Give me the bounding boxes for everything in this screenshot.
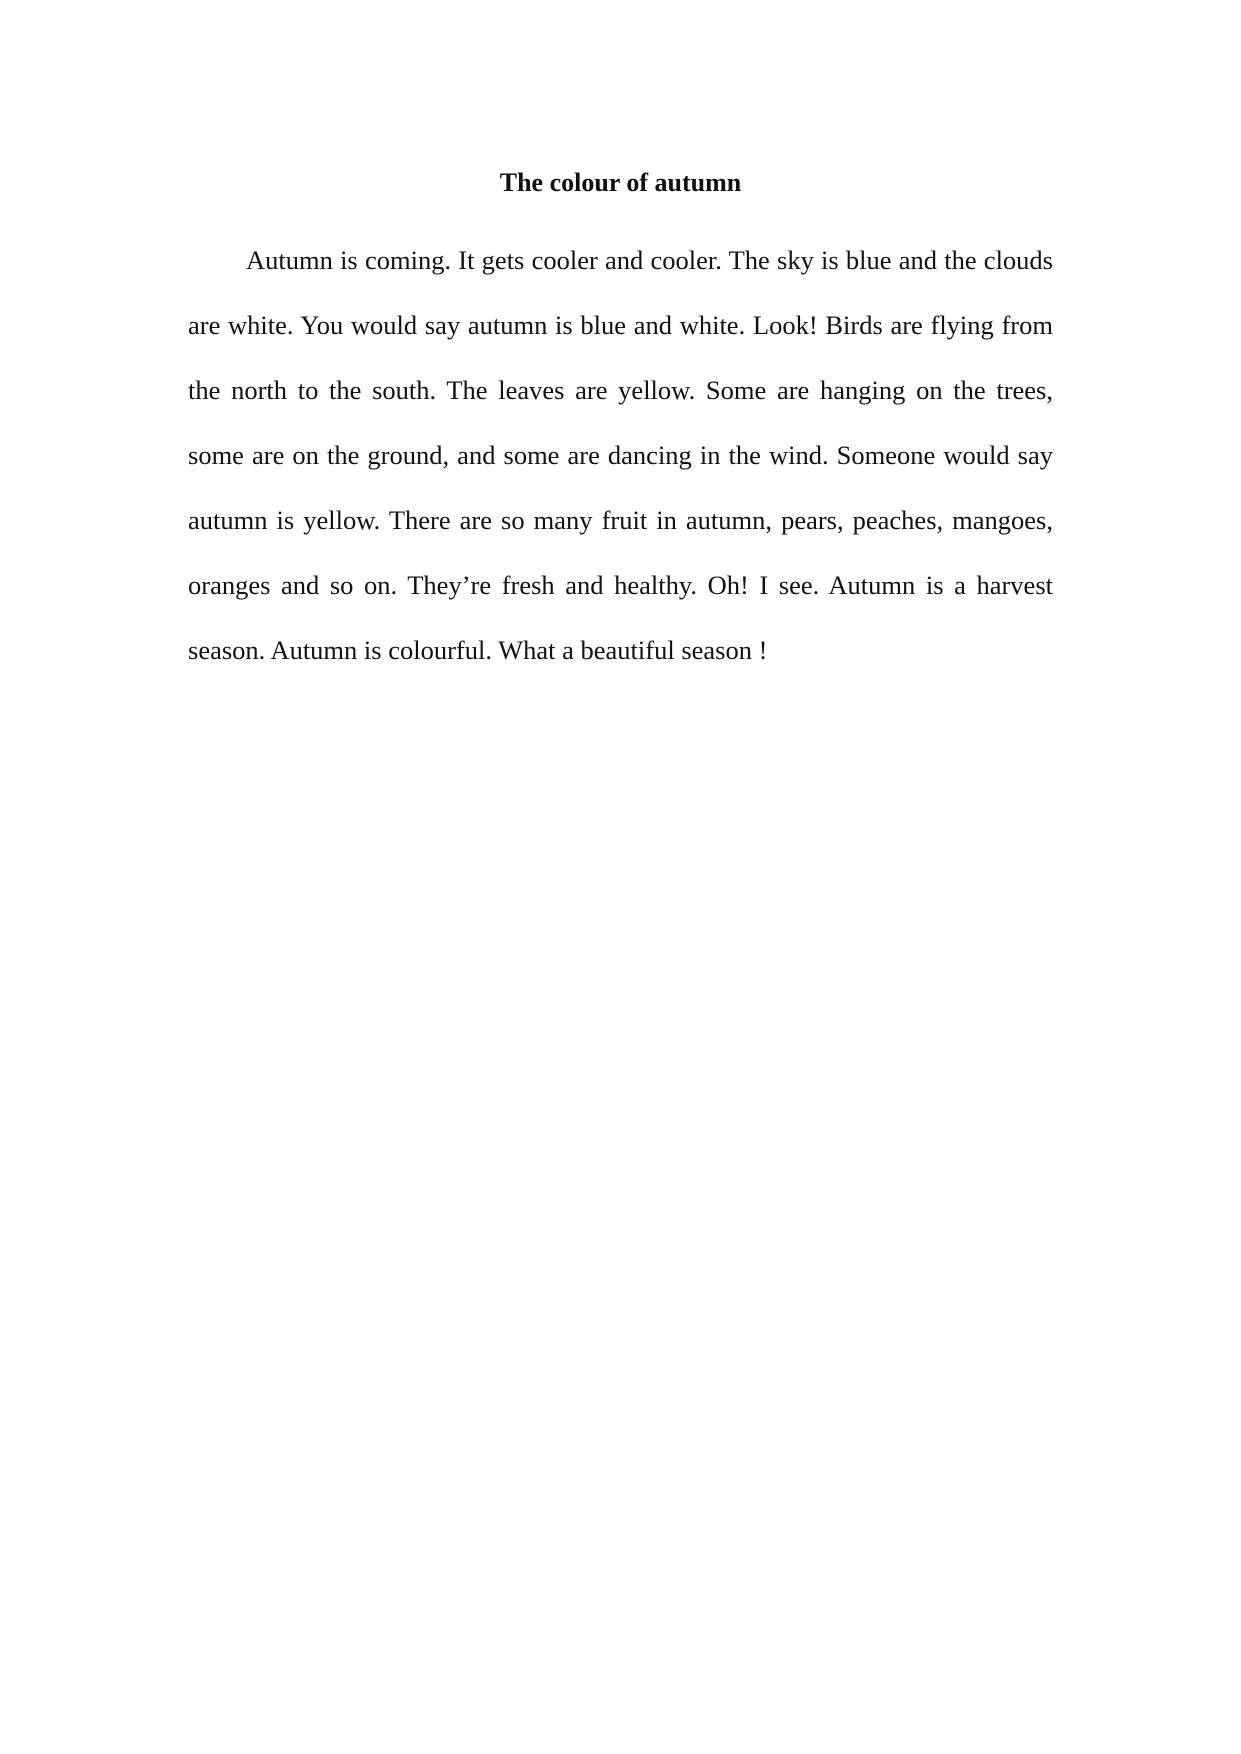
body-paragraph: Autumn is coming. It gets cooler and cooler. The sky is blue and the clouds are white. You would say autumn is blue and white. Look! Birds are flying from the north to the south. The leaves are yellow. Some are hanging on the trees, some are on the ground, and some are dancing in the wind. Someone would say autumn is yellow. There are so many fruit in autumn, pears, peaches, mangoes, oranges and so on. They’re fresh and healthy. Oh! I see. Autumn is a harvest season. Autumn is colourful. What a beautiful season !: [188, 245, 1053, 665]
page-title: The colour of autumn: [499, 168, 742, 197]
